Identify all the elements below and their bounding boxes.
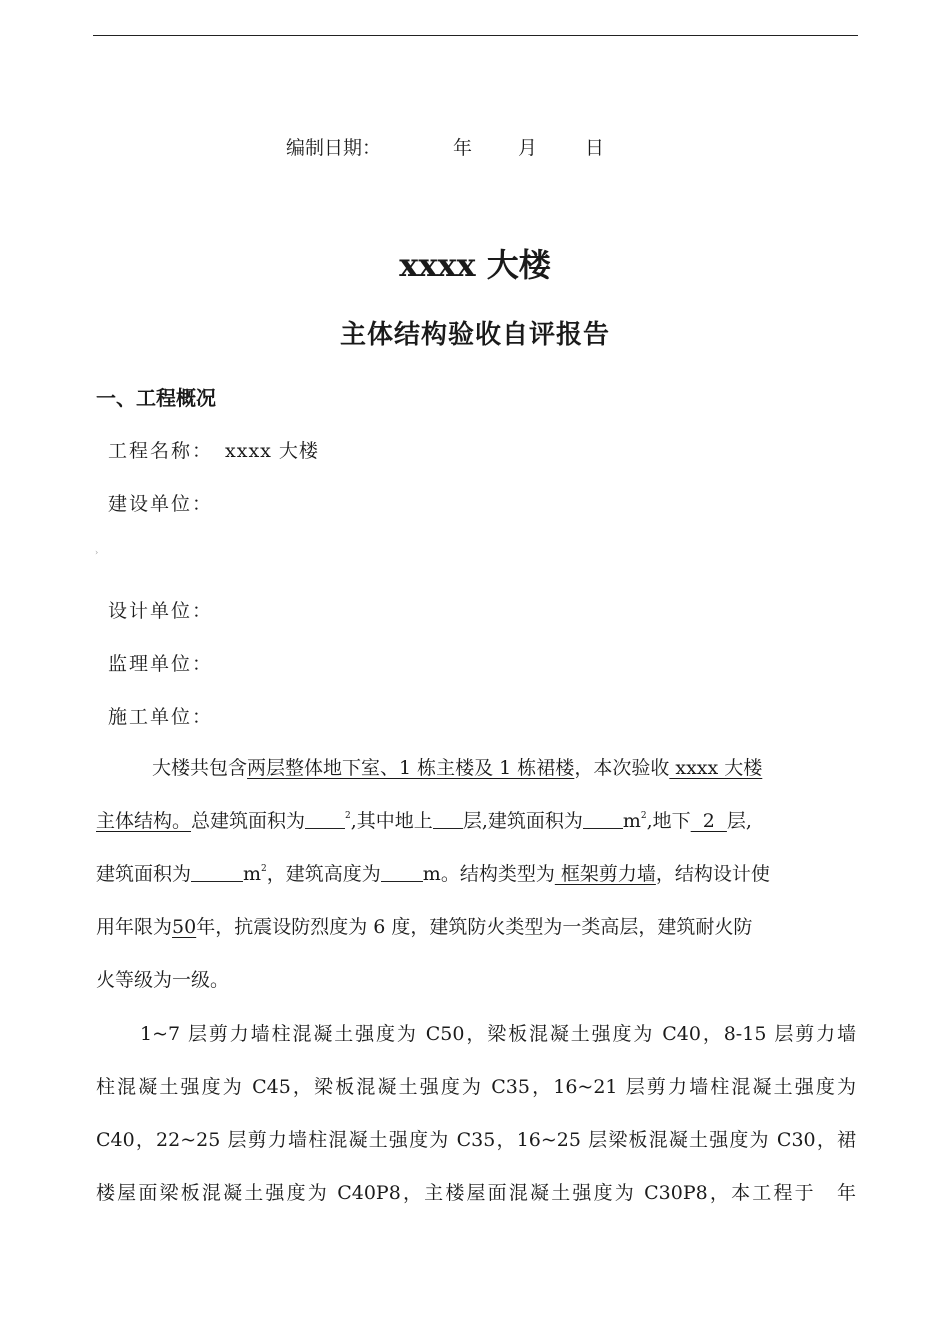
text-run: 大楼共包含 <box>152 757 248 779</box>
concrete-line <box>96 1114 856 1167</box>
contractor-field: 施工单位： <box>108 706 214 728</box>
blank-above-area <box>583 810 623 829</box>
designer-field: 设计单位： <box>108 600 214 622</box>
date-month: 月 <box>518 137 538 159</box>
text-run: ,地下 <box>646 810 691 832</box>
date-year: 年 <box>453 137 473 159</box>
text-run: 年，抗震设防烈度为 6 度，建筑防火类型为一类高层，建筑耐火防 <box>196 916 753 938</box>
blank-above-floors <box>433 810 463 829</box>
text-run: ，本次验收 <box>574 757 670 779</box>
project-name-label: 工程名称： <box>108 440 214 462</box>
underlined-run: xxxx 大楼 <box>669 757 763 779</box>
text-run: 层, <box>726 810 752 832</box>
supervisor-field: 监理单位： <box>108 653 214 675</box>
text-run: 火等级为一级。 <box>96 969 230 991</box>
text-run: ，建筑高度为 <box>266 863 381 885</box>
text-run: C40，22~25 层剪力墙柱混凝土强度为 C35，16~25 层梁板混凝土强度为 C30，裙 <box>96 1129 856 1151</box>
concrete-line <box>96 1167 856 1220</box>
document-subtitle: 主体结构验收自评报告 <box>339 320 610 350</box>
text-run: 层,建筑面积为 <box>462 810 583 832</box>
concrete-line <box>96 1061 856 1114</box>
underlined-run: 主体结构。 <box>96 810 192 832</box>
concrete-line <box>96 1008 856 1061</box>
blank-height <box>381 863 423 882</box>
text-run: 用年限为 <box>96 916 173 938</box>
project-name-field <box>108 436 319 463</box>
text-run: m <box>622 810 641 832</box>
document-title: xxxx 大楼 <box>399 246 551 284</box>
blank-basement-area <box>191 863 243 882</box>
date-day: 日 <box>585 137 605 159</box>
underlined-run: 2 <box>690 810 727 832</box>
text-run: 1~7 层剪力墙柱混凝土强度为 C50，梁板混凝土强度为 C40，8-15 层剪力墙 <box>140 1023 856 1045</box>
overview-paragraph <box>96 742 856 1007</box>
overview-text <box>96 742 856 1007</box>
compile-date-label: 编制日期： <box>286 137 382 159</box>
text-run: 楼屋面梁板混凝土强度为 C40P8，主楼屋面混凝土强度为 C30P8，本工程于 年 <box>96 1182 856 1204</box>
project-name-value: xxxx 大楼 <box>225 440 319 462</box>
section-heading-overview: 一、工程概况 <box>96 386 216 410</box>
compile-date-line <box>286 133 604 160</box>
blank-total-area <box>305 810 345 829</box>
underlined-run: 50 <box>172 916 197 938</box>
text-run: m。结构类型为 <box>422 863 555 885</box>
underlined-run: 两层整体地下室、1 栋主楼及 1 栋裙楼 <box>247 757 575 779</box>
concrete-strength-paragraph <box>96 1008 856 1220</box>
header-rule <box>93 35 858 36</box>
superscript: 2 <box>640 811 647 821</box>
superscript: 2 <box>345 811 351 821</box>
text-run: 建筑面积为 <box>96 863 192 885</box>
text-run: ，结构设计使 <box>655 863 770 885</box>
text-run: 总建筑面积为 <box>191 810 306 832</box>
text-run: ,其中地上 <box>350 810 433 832</box>
text-run: m <box>243 863 262 885</box>
underlined-run: 框架剪力墙 <box>554 863 656 885</box>
text-run: 柱混凝土强度为 C45，梁板混凝土强度为 C35，16~21 层剪力墙柱混凝土强度为 <box>96 1076 856 1098</box>
stray-mark: › <box>95 548 99 557</box>
superscript: 2 <box>261 864 267 874</box>
owner-field: 建设单位： <box>108 493 214 515</box>
